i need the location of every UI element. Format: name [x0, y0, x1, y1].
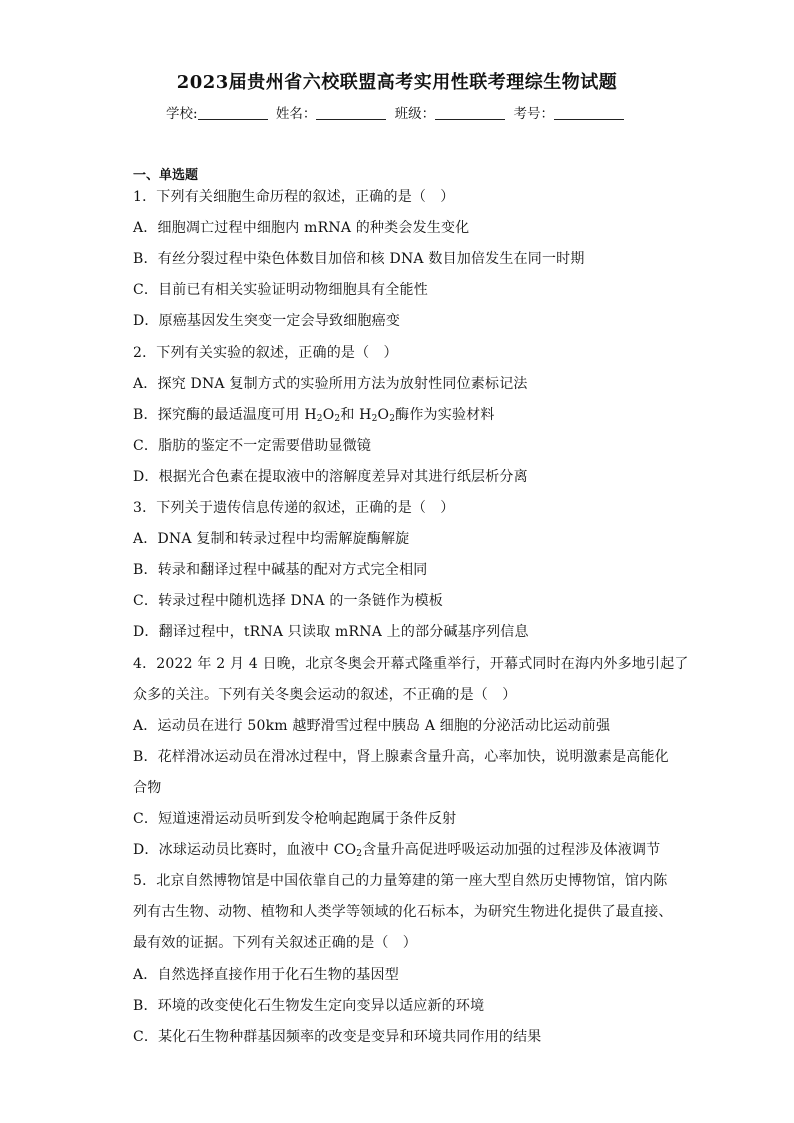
- text-line: [133, 622, 529, 642]
- text-line: [133, 436, 371, 456]
- line-text: D．原癌基因发生突变一定会导致细胞癌变: [133, 313, 401, 330]
- line-text: 最有效的证据。下列有关叙述正确的是（ ）: [133, 935, 417, 952]
- text-line: [133, 374, 528, 394]
- exam-no-blank: [554, 106, 624, 120]
- text-line: [133, 778, 161, 798]
- text-line: [133, 1027, 542, 1047]
- text-line: [133, 529, 409, 549]
- line-text: 和 H: [340, 406, 372, 423]
- line-text: 2．下列有关实验的叙述，正确的是（ ）: [133, 344, 398, 361]
- text-line: [133, 560, 428, 580]
- class-label: 班级：: [394, 106, 436, 122]
- text-line: [133, 591, 443, 611]
- line-text: B．转录和翻译过程中碱基的配对方式完全相同: [133, 562, 428, 579]
- line-text: B．花样滑冰运动员在滑冰过程中，肾上腺素含量升高，心率加快，说明激素是高能化: [133, 748, 669, 765]
- name-label: 姓名：: [275, 106, 317, 122]
- line-text: C．某化石生物种群基因频率的改变是变异和环境共同作用的结果: [133, 1028, 542, 1045]
- line-text: 3．下列关于遗传信息传递的叙述，正确的是（ ）: [133, 500, 455, 516]
- page-title: 2023届贵州省六校联盟高考实用性联考理综生物试题: [176, 72, 618, 93]
- subscript: 2: [371, 413, 378, 424]
- line-text: B．环境的改变使化石生物发生定向变异以适应新的环境: [133, 997, 485, 1014]
- line-text: C．短道速滑运动员听到发令枪响起跑属于条件反射: [133, 811, 457, 827]
- subscript: 2: [389, 413, 396, 424]
- line-text: A．DNA 复制和转录过程中均需解旋酶解旋: [133, 531, 410, 548]
- text-line: [133, 280, 428, 300]
- line-text: A．探究 DNA 复制方式的实验所用方法为放射性同位素标记法: [133, 375, 528, 392]
- line-text: A．自然选择直接作用于化石生物的基因型: [133, 966, 399, 983]
- line-text: 1．下列有关细胞生命历程的叙述，正确的是（ ）: [133, 189, 455, 205]
- exam-no-label: 考号：: [513, 106, 554, 122]
- text-line: [133, 716, 610, 736]
- text-line: [133, 933, 417, 953]
- text-line: [133, 187, 455, 207]
- text-line: [133, 343, 398, 363]
- line-text: O: [377, 406, 390, 423]
- line-text: 4．2022 年 2 月 4 日晚，北京冬奥会开幕式隆重举行，开幕式同时在海内外多地引起了: [133, 655, 689, 672]
- text-line: [133, 840, 660, 860]
- text-line: [133, 654, 689, 674]
- text-line: [133, 902, 673, 922]
- line-text: 列有古生物、动物、植物和人类学等领域的化石标本，为研究生物进化提供了最直接、: [133, 904, 673, 921]
- line-text: C．脂肪的鉴定不一定需要借助显微镜: [133, 437, 372, 454]
- subscript: 2: [316, 413, 323, 424]
- school-blank: [198, 106, 268, 120]
- line-text: C．目前已有相关实验证明动物细胞具有全能性: [133, 282, 428, 299]
- school-label: 学校:: [166, 106, 198, 122]
- line-text: D．翻译过程中，tRNA 只读取 mRNA 上的部分碱基序列信息: [133, 624, 529, 641]
- line-text: 含量升高促进呼吸运动加强的过程涉及体液调节: [362, 842, 661, 859]
- line-text: O: [322, 406, 335, 423]
- section-heading: 一、单选题: [133, 168, 199, 183]
- text-line: [133, 311, 400, 331]
- text-line: [133, 871, 668, 891]
- line-text: 合物: [133, 779, 162, 796]
- class-blank: [435, 106, 505, 120]
- subscript: 2: [334, 413, 341, 424]
- line-text: 酶作为实验材料: [395, 406, 495, 423]
- line-text: B．探究酶的最适温度可用 H: [133, 406, 317, 423]
- text-line: [133, 965, 399, 985]
- text-line: [133, 498, 455, 518]
- line-text: D．冰球运动员比赛时，血液中 CO: [133, 842, 357, 859]
- text-line: [133, 685, 516, 705]
- text-line: [133, 249, 585, 269]
- text-line: [133, 218, 469, 238]
- text-line: [133, 996, 484, 1016]
- text-line: [133, 747, 669, 767]
- line-text: A．运动员在进行 50km 越野滑雪过程中胰岛 A 细胞的分泌活动比运动前强: [133, 717, 611, 734]
- name-blank: [316, 106, 386, 120]
- line-text: D．根据光合色素在提取液中的溶解度差异对其进行纸层析分离: [133, 468, 528, 485]
- line-text: B．有丝分裂过程中染色体数目加倍和核 DNA 数目加倍发生在同一时期: [133, 251, 585, 268]
- line-text: A．细胞凋亡过程中细胞内 mRNA 的种类会发生变化: [133, 220, 470, 237]
- line-text: 众多的关注。下列有关冬奥会运动的叙述，不正确的是（ ）: [133, 686, 517, 703]
- text-line: [133, 809, 456, 829]
- subscript: 2: [356, 849, 363, 860]
- student-info-row: [0, 102, 794, 122]
- line-text: C．转录过程中随机选择 DNA 的一条链作为模板: [133, 593, 443, 610]
- line-text: 5．北京自然博物馆是中国依靠自己的力量筹建的第一座大型自然历史博物馆，馆内陈: [133, 873, 668, 890]
- text-line: [133, 467, 528, 487]
- text-line: [133, 405, 495, 425]
